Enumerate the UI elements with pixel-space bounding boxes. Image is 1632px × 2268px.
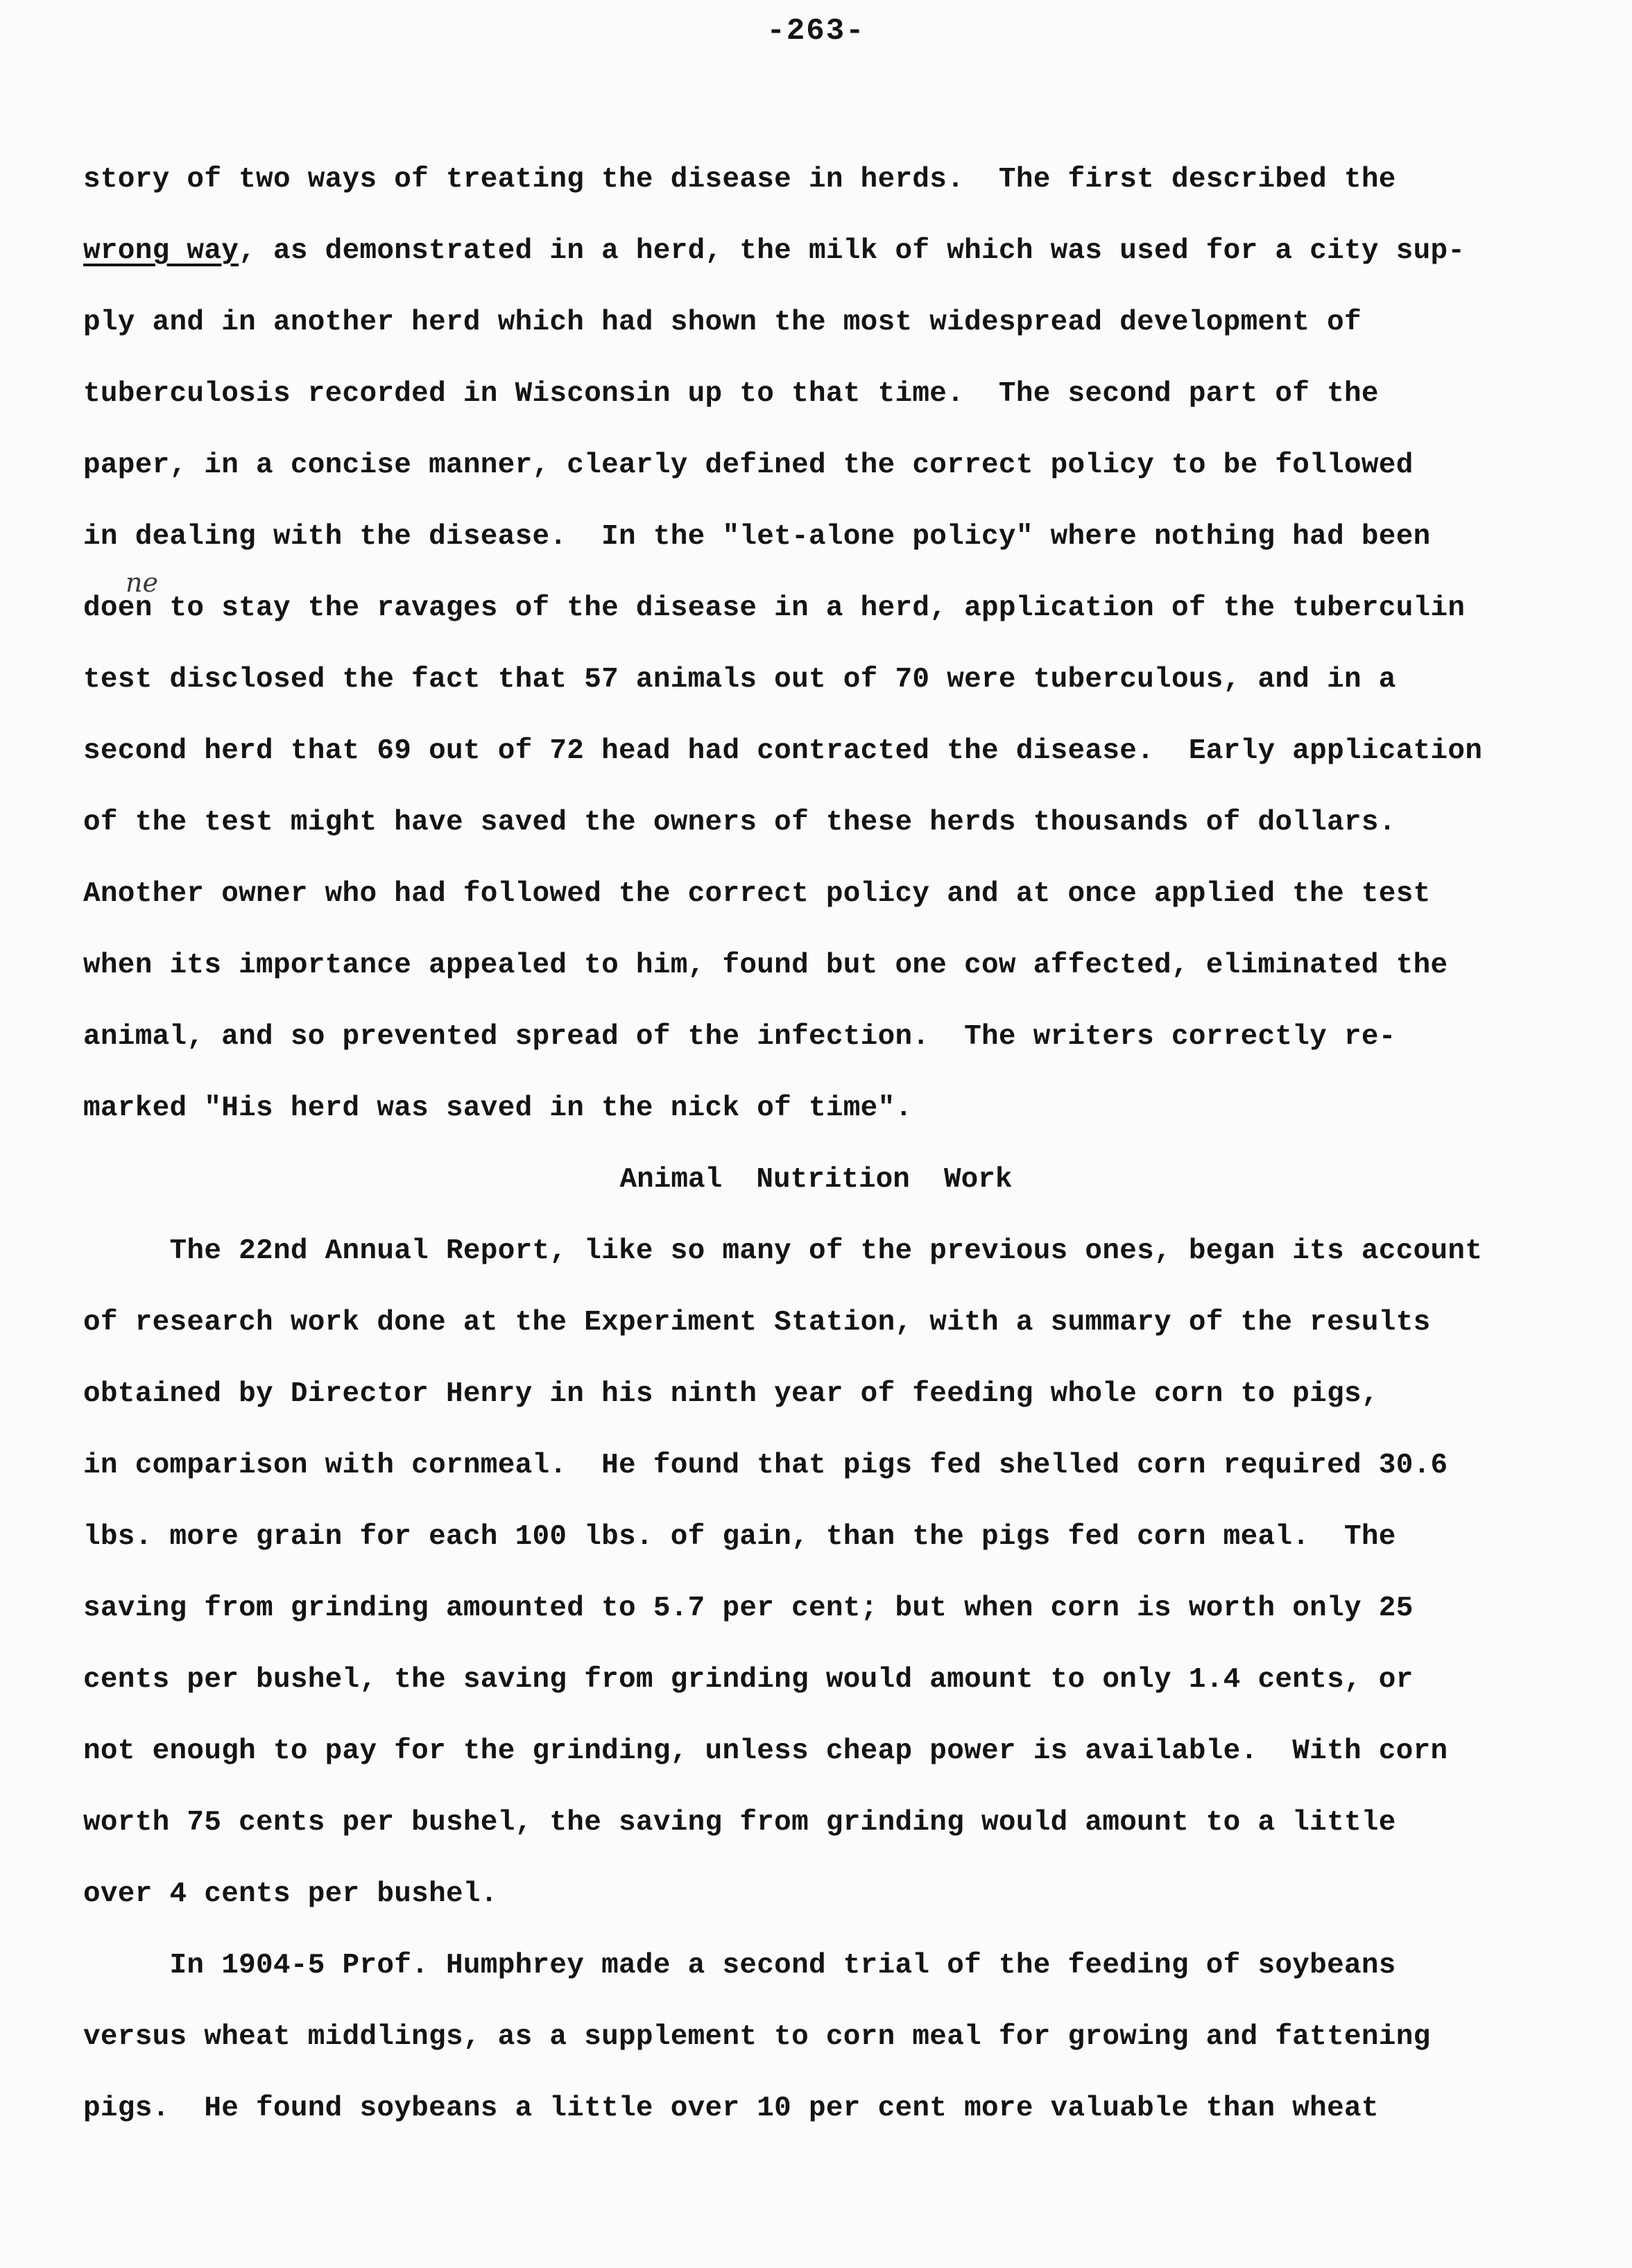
text-line: test disclosed the fact that 57 animals out of 70 were tuberculous, and in a (83, 664, 1396, 696)
text-line: saving from grinding amounted to 5.7 per cent; but when corn is worth only 25 (83, 1592, 1414, 1624)
text-line: not enough to pay for the grinding, unless cheap power is available. With corn (83, 1735, 1448, 1767)
text-line: The 22nd Annual Report, like so many of the previous ones, began its account (83, 1235, 1483, 1267)
text-line: in comparison with cornmeal. He found that pigs fed shelled corn required 30.6 (83, 1450, 1448, 1481)
text-line (83, 230, 1465, 272)
text-line: Another owner who had followed the correct policy and at once applied the test (83, 878, 1431, 910)
text-line: worth 75 cents per bushel, the saving from grinding would amount to a little (83, 1807, 1396, 1839)
text-line: tuberculosis recorded in Wisconsin up to that time. The second part of the (83, 378, 1379, 410)
section-heading: Animal Nutrition Work (619, 1164, 1013, 1196)
text-line: of the test might have saved the owners of these herds thousands of dollars. (83, 807, 1396, 839)
text-line: paper, in a concise manner, clearly defined the correct policy to be followed (83, 449, 1414, 481)
text-line: in dealing with the disease. In the "let-alone policy" where nothing had been (83, 521, 1431, 553)
text-line: cents per bushel, the saving from grinding would amount to only 1.4 cents, or (83, 1664, 1414, 1696)
text-line: when its importance appealed to him, found but one cow affected, eliminated the (83, 950, 1448, 981)
text-line: ply and in another herd which had shown the most widespread development of (83, 307, 1362, 338)
text-line: lbs. more grain for each 100 lbs. of gain, than the pigs fed corn meal. The (83, 1521, 1396, 1553)
text-line: doen to stay the ravages of the disease in a herd, application of the tuberculin (83, 592, 1466, 624)
handwritten-correction: ne (126, 567, 158, 598)
text-line: of research work done at the Experiment Station, with a summary of the results (83, 1307, 1431, 1339)
text-segment: , as demonstrated in a herd, the milk of which was used for a city sup- (239, 235, 1466, 267)
text-line: marked "His herd was saved in the nick of time". (83, 1092, 913, 1124)
text-line: second herd that 69 out of 72 head had contracted the disease. Early application (83, 735, 1483, 767)
text-line: pigs. He found soybeans a little over 10 per cent more valuable than wheat (83, 2093, 1379, 2124)
text-line: over 4 cents per bushel. (83, 1878, 498, 1910)
page-number: -263- (766, 14, 866, 49)
text-line: story of two ways of treating the disease in herds. The first described the (83, 164, 1396, 196)
text-line: versus wheat middlings, as a supplement to corn meal for growing and fattening (83, 2021, 1431, 2053)
text-line: In 1904-5 Prof. Humphrey made a second trial of the feeding of soybeans (83, 1950, 1396, 1982)
text-line: obtained by Director Henry in his ninth year of feeding whole corn to pigs, (83, 1378, 1379, 1410)
text-line: animal, and so prevented spread of the infection. The writers correctly re- (83, 1021, 1396, 1053)
underlined-phrase: wrong way (83, 235, 239, 267)
